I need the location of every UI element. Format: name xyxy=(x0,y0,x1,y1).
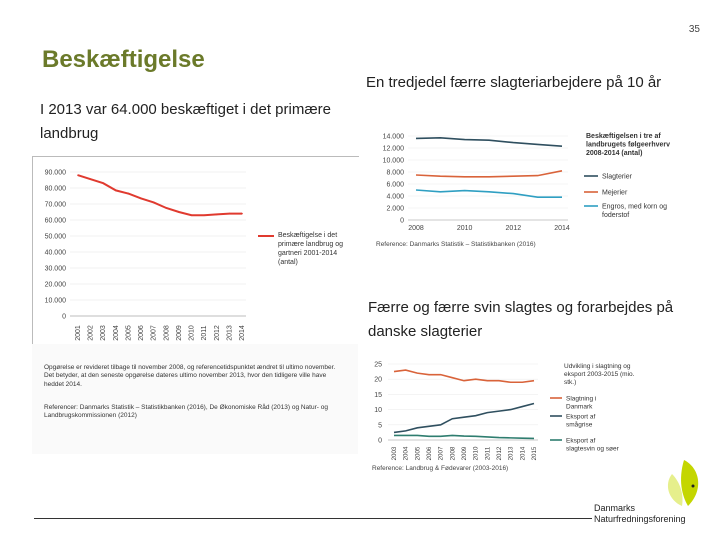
page-number: 35 xyxy=(688,24,700,35)
data-point xyxy=(203,214,205,216)
y-tick-label: 0 xyxy=(62,313,66,321)
x-tick-label: 2001 xyxy=(75,325,82,341)
series-line-1 xyxy=(394,370,534,382)
x-tick-label: 2003 xyxy=(391,446,398,461)
x-tick-label: 2013 xyxy=(507,446,515,461)
y-tick-label: 40.000 xyxy=(44,249,66,257)
y-tick-label: 10.000 xyxy=(382,157,404,165)
y-tick-label: 10 xyxy=(374,407,382,415)
x-tick-label: 2009 xyxy=(175,325,183,341)
legend-label: Slagtning i Danmark xyxy=(566,395,597,411)
data-point xyxy=(140,198,142,200)
y-tick-label: 8.000 xyxy=(386,169,404,177)
data-point xyxy=(115,190,117,192)
x-tick-label: 2008 xyxy=(449,446,457,461)
x-tick-label: 2005 xyxy=(125,325,133,341)
y-tick-label: 14.000 xyxy=(382,133,404,141)
series-line-1 xyxy=(416,138,562,146)
y-tick-label: 80.000 xyxy=(44,185,66,193)
data-point xyxy=(241,213,243,215)
y-tick-label: 50.000 xyxy=(44,233,66,241)
y-tick-label: 25 xyxy=(374,361,382,369)
footer-divider xyxy=(34,518,592,519)
x-tick-label: 2011 xyxy=(201,325,209,341)
y-tick-label: 5 xyxy=(378,422,382,430)
x-tick-label: 2010 xyxy=(188,325,196,341)
x-tick-label: 2014 xyxy=(519,446,527,461)
y-tick-label: 30.000 xyxy=(44,265,66,273)
x-tick-label: 2006 xyxy=(426,446,433,461)
chart-slagterier xyxy=(362,124,712,254)
y-tick-label: 6.000 xyxy=(386,181,404,189)
data-point xyxy=(178,211,180,213)
x-tick-label: 2008 xyxy=(408,225,424,232)
chart-landbrug xyxy=(32,156,358,344)
y-tick-label: 2.000 xyxy=(386,205,404,213)
data-point xyxy=(166,207,168,209)
x-tick-label: 2012 xyxy=(496,446,503,461)
x-tick-label: 2012 xyxy=(213,325,221,341)
y-tick-label: 0 xyxy=(400,217,404,225)
series-line-3 xyxy=(394,435,534,438)
x-tick-label: 2014 xyxy=(239,325,246,341)
x-tick-label: 2004 xyxy=(402,446,410,461)
y-tick-label: 10.000 xyxy=(44,297,66,305)
data-point xyxy=(191,214,193,216)
y-tick-label: 70.000 xyxy=(44,201,66,209)
x-tick-label: 2006 xyxy=(138,325,146,341)
x-tick-label: 2003 xyxy=(100,325,108,341)
x-tick-label: 2010 xyxy=(456,225,473,232)
subtitle-right-top: En tredjedel færre slagteriarbejdere på 10 år xyxy=(366,74,662,91)
logo-line2: Naturfredningsforening xyxy=(594,514,686,524)
x-tick-label: 2014 xyxy=(554,225,570,232)
x-tick-label: 2007 xyxy=(437,446,445,461)
logo-text xyxy=(594,503,686,525)
page-title: Beskæftigelse xyxy=(42,46,205,73)
series-line-2 xyxy=(394,404,534,433)
logo-line1: Danmarks xyxy=(594,503,636,513)
x-tick-label: 2011 xyxy=(484,446,492,461)
legend-label: Mejerier xyxy=(602,189,628,197)
y-tick-label: 0 xyxy=(378,437,382,445)
x-tick-label: 2005 xyxy=(414,446,422,461)
y-tick-label: 90.000 xyxy=(44,169,66,177)
x-tick-label: 2013 xyxy=(226,325,234,341)
y-tick-label: 12.000 xyxy=(382,145,404,153)
legend-label: Eksport af smågrise xyxy=(566,413,596,429)
y-tick-label: 60.000 xyxy=(44,217,66,225)
data-point xyxy=(90,178,92,180)
x-tick-label: 2008 xyxy=(163,325,171,341)
x-tick-label: 2009 xyxy=(461,446,468,461)
y-tick-label: 20.000 xyxy=(44,281,66,289)
data-point xyxy=(229,213,231,215)
x-tick-label: 2010 xyxy=(472,446,480,461)
note-panel xyxy=(32,344,358,454)
note-text: Opgørelse er revideret tilbage til november 2008, og referencetidspunktet ændret til ultimo november. Det betyder, at den seneste opgørelse dateres ultimo november 2013, hvor den tidligere ville have heddet 2014. xyxy=(44,364,336,388)
y-tick-label: 15 xyxy=(374,391,382,399)
legend-label: Engros, med korn og foderstof xyxy=(602,203,667,219)
data-point xyxy=(128,193,130,195)
legend-title: Udvikling i slagtning og eksport 2003-2015 (mio. stk.) xyxy=(564,363,635,386)
chart-reference: Reference: Landbrug & Fødevarer (2003-2016) xyxy=(372,465,509,472)
series-line-landbrug xyxy=(78,175,242,215)
subtitle-left: I 2013 var 64.000 beskæftiget i det primære landbrug xyxy=(40,101,331,142)
legend-label: Slagterier xyxy=(602,173,632,181)
x-tick-label: 2004 xyxy=(112,325,120,341)
data-point xyxy=(153,202,155,204)
data-point xyxy=(102,182,104,184)
data-point xyxy=(216,214,218,216)
subtitle-right-bottom: Færre og færre svin slagtes og forarbejdes på danske slagterier xyxy=(368,299,674,340)
x-tick-label: 2007 xyxy=(150,325,158,341)
data-point xyxy=(77,174,79,176)
x-tick-label: 2002 xyxy=(87,325,95,341)
legend-label: Eksport af slagtesvin og søer xyxy=(566,437,619,453)
legend-title: Beskæftigelsen i tre af landbrugets følgeerhverv 2008-2014 (antal) xyxy=(586,133,671,157)
legend-label: Beskæftigelse i det primære landbrug og gartneri 2001-2014 (antal) xyxy=(278,232,343,266)
chart-reference: Reference: Danmarks Statistik – Statistikbanken (2016) xyxy=(376,241,536,248)
note-reference: Referencer: Danmarks Statistik – Statistikbanken (2016), De Økonomiske Råd (2013) og Natur- og Landbrugskommissionen (2012) xyxy=(44,404,328,420)
x-tick-label: 2015 xyxy=(531,446,538,461)
x-tick-label: 2012 xyxy=(505,225,522,232)
series-line-2 xyxy=(416,171,562,177)
y-tick-label: 20 xyxy=(374,376,382,384)
y-tick-label: 4.000 xyxy=(386,193,404,201)
